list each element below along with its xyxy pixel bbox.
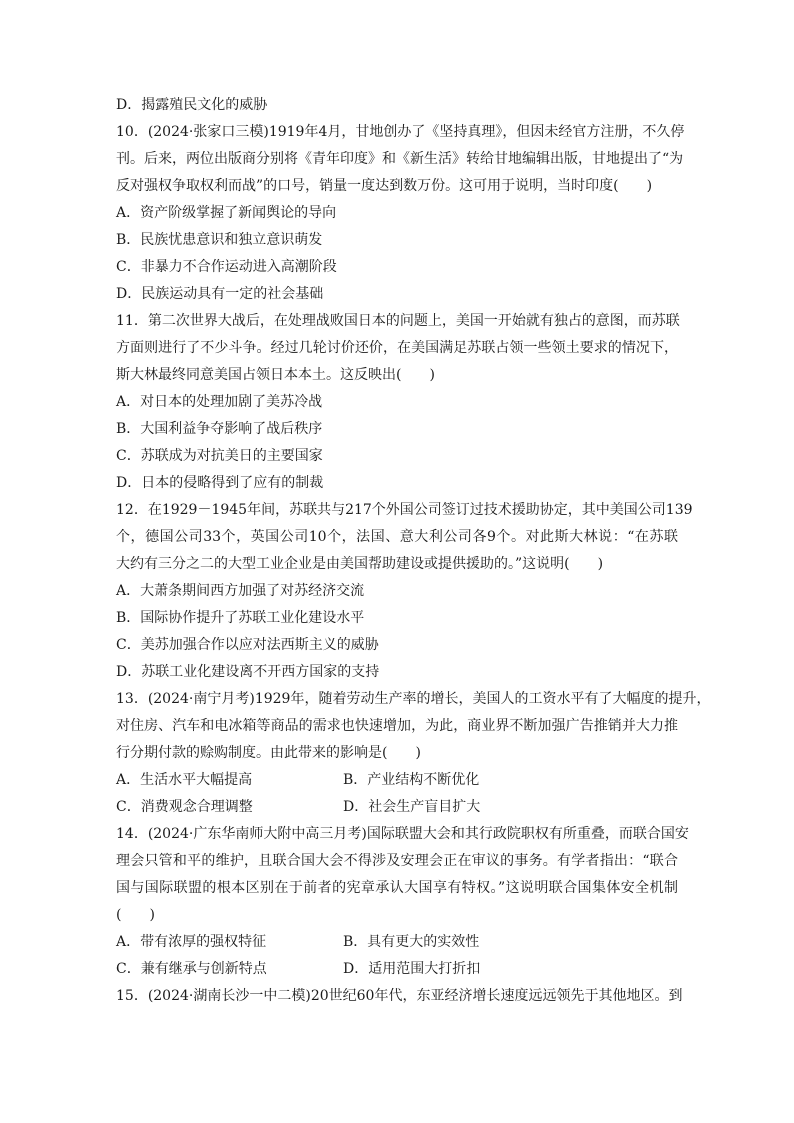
option-line: C．苏联成为对抗美日的主要国家 [116, 448, 323, 464]
option-left: A．带有浓厚的强权特征 [116, 934, 267, 950]
option-line: A．大萧条期间西方加强了对苏经济交流 [116, 583, 365, 599]
option-pair [116, 767, 678, 794]
option-line: A．资产阶级掌握了新闻舆论的导向 [116, 205, 337, 221]
option-pair [116, 956, 678, 983]
question-11-stem: 方面则进行了不少斗争。经过几轮讨价还价，在美国满足苏联占领一些领土要求的情况下， [116, 340, 678, 356]
option-line: B．国际协作提升了苏联工业化建设水平 [116, 610, 365, 626]
option-line: D．揭露殖民文化的威胁 [116, 97, 268, 113]
option-right: D．适用范围大打折扣 [343, 961, 481, 977]
question-15-stem: 15．(2024·湖南长沙一中二模)20世纪60年代，东亚经济增长速度远远领先于其他地区。到 [116, 988, 683, 1004]
question-14-stem: 国与国际联盟的根本区别在于前者的宪章承认大国享有特权。”这说明联合国集体安全机制 [116, 880, 678, 896]
question-11-stem: 斯大林最终同意美国占领日本本土。这反映出( ) [116, 367, 435, 383]
question-13-stem: 13．(2024·南宁月考)1929年，随着劳动生产率的增长，美国人的工资水平有了大幅度的提升， [116, 691, 711, 707]
question-12-stem: 12．在1929－1945年间，苏联共与217个外国公司签订过技术援助协定，其中美国公司139 [116, 502, 693, 518]
option-pair [116, 929, 678, 956]
question-10-stem: 反对强权争取权利而战”的口号，销量一度达到数万份。这可用于说明，当时印度( ) [116, 178, 653, 194]
question-12-stem: 大约有三分之二的大型工业企业是由美国帮助建设或提供援助的。”这说明( ) [116, 556, 604, 572]
option-line: C．美苏加强合作以应对法西斯主义的威胁 [116, 637, 379, 653]
question-13-stem: 对住房、汽车和电冰箱等商品的需求也快速增加，为此，商业界不断加强广告推销并大力推 [116, 718, 678, 734]
option-line: D．日本的侵略得到了应有的制裁 [116, 475, 324, 491]
option-line: C．非暴力不合作运动进入高潮阶段 [116, 259, 337, 275]
question-14-stem: ( ) [116, 907, 155, 923]
option-line: D．民族运动具有一定的社会基础 [116, 286, 324, 302]
question-11-stem: 11．第二次世界大战后，在处理战败国日本的问题上，美国一开始就有独占的意图，而苏联 [116, 313, 680, 329]
option-pair [116, 794, 678, 821]
option-left: C．消费观念合理调整 [116, 799, 253, 815]
option-left: A．生活水平大幅提高 [116, 772, 253, 788]
question-10-stem: 刊。后来，两位出版商分别将《青年印度》和《新生活》转给甘地编辑出版，甘地提出了“为 [116, 151, 684, 167]
question-14-stem: 14．(2024·广东华南师大附中高三月考)国际联盟大会和其行政院职权有所重叠，而联合国安 [116, 826, 689, 842]
option-line: B．大国利益争夺影响了战后秩序 [116, 421, 323, 437]
question-12-stem: 个，德国公司33个，英国公司10个，法国、意大利公司各9个。对此斯大林说：“在苏联 [116, 529, 678, 545]
option-right: B．具有更大的实效性 [343, 934, 480, 950]
option-line: D．苏联工业化建设离不开西方国家的支持 [116, 664, 380, 680]
question-content [116, 92, 711, 1010]
option-left: C．兼有继承与创新特点 [116, 961, 267, 977]
question-10-stem: 10．(2024·张家口三模)1919年4月，甘地创办了《坚持真理》，但因未经官方注册，不久停 [116, 124, 685, 140]
question-13-stem: 行分期付款的赊购制度。由此带来的影响是( ) [116, 745, 421, 761]
question-14-stem: 理会只管和平的维护，且联合国大会不得涉及安理会正在审议的事务。有学者指出：“联合 [116, 853, 678, 869]
option-line: B．民族忧患意识和独立意识萌发 [116, 232, 323, 248]
option-right: D．社会生产盲目扩大 [343, 799, 481, 815]
option-line: A．对日本的处理加剧了美苏冷战 [116, 394, 323, 410]
option-right: B．产业结构不断优化 [343, 772, 480, 788]
